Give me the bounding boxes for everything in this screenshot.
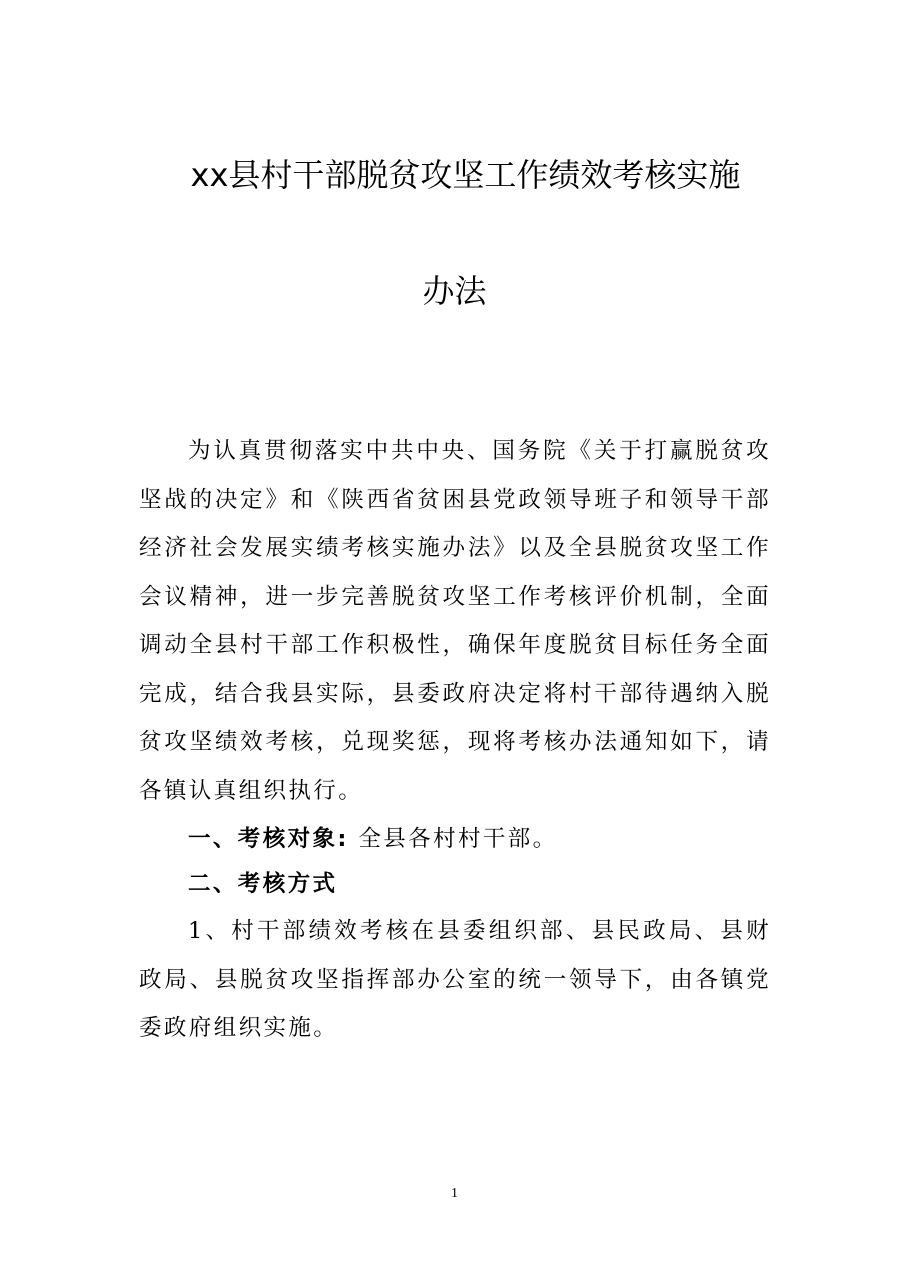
page-number: 1 [451,1186,458,1201]
item-1-paragraph: 1、村干部绩效考核在县委组织部、县民政局、县财政局、县脱贫攻坚指挥部办公室的统一领导下，由各镇党委政府组织实施。 [139,918,771,1041]
section-2-paragraph [139,860,771,909]
section-1-text: 全县各村村干部。 [348,826,558,852]
section-1-paragraph [139,815,771,864]
document-title-line-1: xx县村干部脱贫攻坚工作绩效考核实施 [190,156,741,194]
document-title-line-2: 办法 [422,272,487,310]
section-2-heading: 二、考核方式 [188,871,338,897]
intro-paragraph: 为认真贯彻落实中共中央、国务院《关于打赢脱贫攻坚战的决定》和《陕西省贫困县党政领导班子和领导干部经济社会发展实绩考核实施办法》以及全县脱贫攻坚工作会议精神，进一步完善脱贫攻坚工作考核评价机制，全面调动全县村干部工作积极性，确保年度脱贫目标任务全面完成，结合我县实际，县委政府决定将村干部待遇纳入脱贫攻坚绩效考核，兑现奖惩，现将考核办法通知如下，请各镇认真组织执行。 [139,438,771,804]
section-1-heading: 一、考核对象: [188,826,349,852]
